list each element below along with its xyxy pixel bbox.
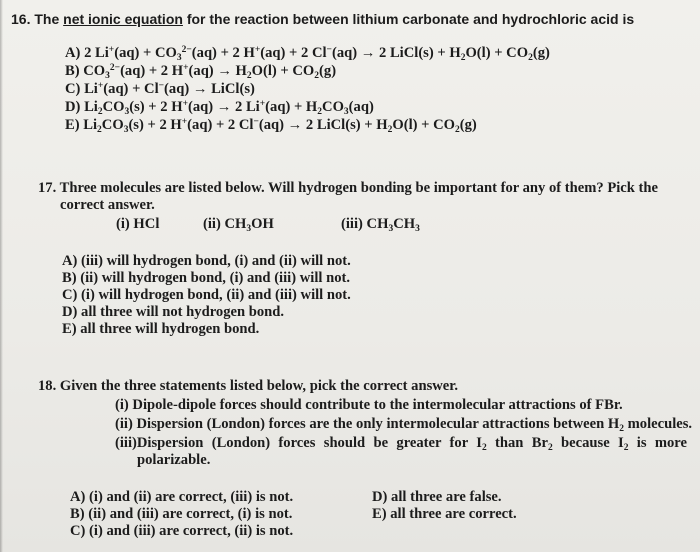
q18-option-e: E) all three are correct.: [372, 506, 517, 522]
q16-underlined-term: net ionic equation: [63, 11, 183, 27]
q18-question: 18. Given the three statements listed below, pick the correct answer.: [38, 378, 459, 394]
page-edge-shadow: [0, 0, 3, 552]
q16-question: [11, 11, 634, 27]
q18-option-c: C) (i) and (iii) are correct, (ii) is not.: [70, 523, 294, 539]
q18-statement-iii: (iii)Dispersion (London) forces should be greater for $I_2$ than $Br_2$ because $I_2$ is more: [115, 435, 687, 453]
q17-question-line2: correct answer.: [60, 197, 155, 213]
q16-prefix: The: [34, 11, 60, 27]
q16-suffix: for the reaction between lithium carbonate and hydrochloric acid is: [186, 11, 635, 27]
q16-option-d: D) $Li_2CO_3(s) + 2$ H+(aq) → 2 $Li^+(aq) + H_2CO_3(aq)$: [65, 99, 374, 117]
q18-statement-iii-cont: polarizable.: [137, 452, 211, 468]
q17-molecule-hcl: (i) HCl: [116, 216, 160, 232]
q17-option-d: D) all three will not hydrogen bond.: [62, 304, 285, 320]
q17-molecule-ch3ch3: (iii) $CH_3CH_3$: [341, 216, 420, 234]
q17-option-a: A) (iii) will hydrogen bond, (i) and (ii) will not.: [62, 253, 351, 269]
q17-option-b: B) (ii) will hydrogen bond, (i) and (iii) will not.: [62, 270, 350, 286]
q17-option-e: E) all three will hydrogen bond.: [62, 321, 260, 337]
q16-number: 16.: [11, 11, 31, 27]
q17-question-line1: 17. Three molecules are listed below. Will hydrogen bonding be important for any of them? Pick the: [38, 180, 658, 196]
q16-option-c: C) Li+(aq) + Cl−(aq) → LiCl(s): [65, 81, 255, 97]
q17-number: 17.: [38, 180, 57, 196]
q16-option-a: A) 2 $Li^+(aq) + CO_3^{2-}(aq) + 2$ H+(aq) + 2 Cl−(aq) → 2 LiCl(s) + $H_2O(l) + CO_2(g)$: [65, 45, 550, 63]
q18-statement-i: (i) Dipole-dipole forces should contribute to the intermolecular attractions of FBr.: [115, 397, 623, 413]
q17-molecule-ch3oh: (ii) $CH_3OH$: [203, 216, 274, 234]
q18-option-d: D) all three are false.: [372, 489, 502, 505]
q18-statement-ii: (ii) Dispersion (London) forces are the only intermolecular attractions between $H_2$ molecules.: [115, 416, 693, 434]
q16-option-b: B) $CO_3^{2-}(aq) + 2$ $H^+(aq) \to H_2O(l) + CO_2(g)$: [65, 63, 337, 81]
q18-option-b: B) (ii) and (iii) are correct, (i) is not.: [70, 506, 293, 522]
q17-option-c: C) (i) will hydrogen bond, (ii) and (iii) will not.: [62, 287, 351, 303]
q16-option-e: E) $Li_2CO_3(s) + 2$ H+(aq) + 2 Cl−(aq) → 2 LiCl(s) + $H_2O(l) + CO_2(g)$: [65, 117, 477, 135]
q18-number: 18.: [38, 378, 57, 394]
q18-option-a: A) (i) and (ii) are correct, (iii) is not.: [70, 489, 294, 505]
